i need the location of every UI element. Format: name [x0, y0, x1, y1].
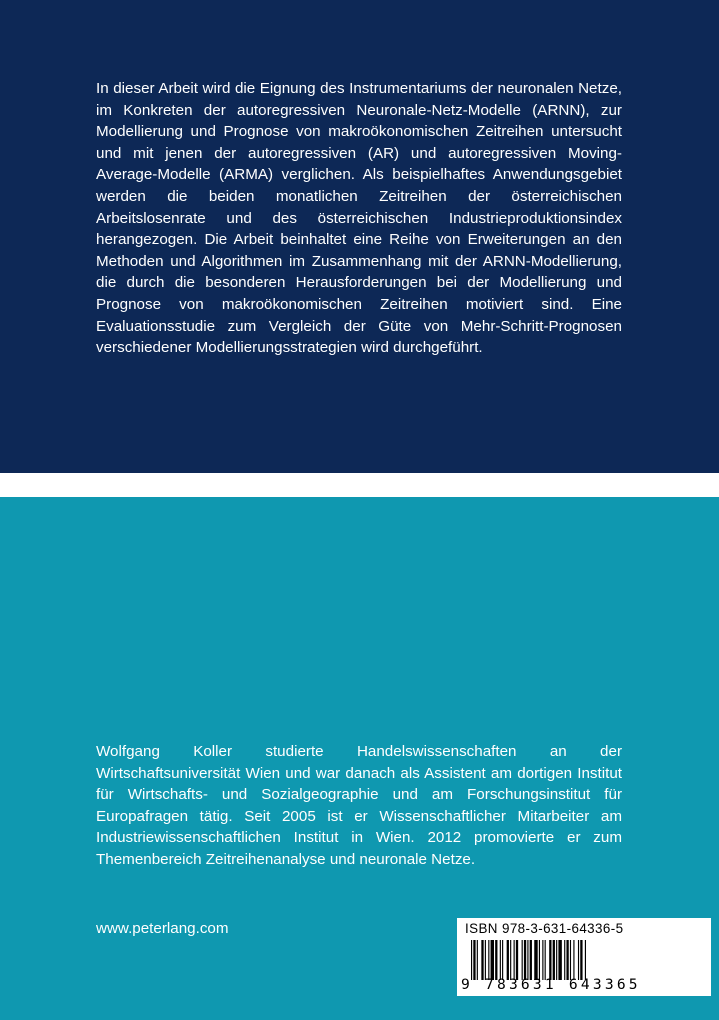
- barcode-bar: [491, 940, 494, 980]
- barcode-bar: [488, 940, 489, 980]
- barcode-bar: [534, 940, 537, 980]
- barcode-bar: [573, 940, 574, 980]
- barcode-digits: 9 783631 643365: [461, 976, 641, 993]
- barcode-bar: [530, 940, 532, 980]
- barcode-bar: [556, 940, 557, 980]
- barcode-bar: [578, 940, 579, 980]
- abstract-panel: [0, 0, 719, 473]
- barcode-bar: [522, 940, 523, 980]
- barcode-bar: [545, 940, 546, 980]
- barcode-bar: [510, 940, 511, 980]
- barcode-bar: [471, 940, 472, 980]
- barcode-bar: [580, 940, 582, 980]
- isbn-label: ISBN 978-3-631-64336-5: [465, 921, 624, 936]
- barcode-bar: [481, 940, 483, 980]
- barcode-bar: [495, 940, 497, 980]
- barcode-bar: [558, 940, 561, 980]
- barcode-bar: [566, 940, 568, 980]
- barcode-bar: [539, 940, 540, 980]
- barcode-bar: [477, 940, 478, 980]
- barcode-bar: [549, 940, 551, 980]
- abstract-text: In dieser Arbeit wird die Eignung des Instrumentariums der neuronalen Netze, im Konkreten der autoregressiven Neuronale-Netz-Modelle (ARNN), zur Modellierung und Prognose von makroökonomischen Zeitreihen untersucht und mit jenen der autoregressiven (AR) und autoregressiven Moving-Average-Modelle (ARMA) verglichen. Als beispielhaftes Anwendungsgebiet werden die beiden monatlichen Zeitreihen der österreichischen Arbeitslosenrate und des österreichischen Industrieproduktionsindex herangezogen. Die Arbeit beinhaltet eine Reihe von Erweiterungen an den Methoden und Algorithmen im Zusammenhang mit der ARNN-Modellierung, die durch die besonderen Herausforderungen bei der Modellierung und Prognose von makroökonomischen Zeitreihen motiviert sind. Eine Evaluationsstudie zum Vergleich der Güte von Mehr-Schritt-Prognosen verschiedener Modellierungsstrategien wird durchgeführt.: [96, 80, 622, 357]
- publisher-website[interactable]: www.peterlang.com: [96, 920, 229, 937]
- barcode-bar: [485, 940, 486, 980]
- barcode-bar: [514, 940, 515, 980]
- isbn-barcode: [457, 918, 711, 996]
- barcode-bar: [585, 940, 586, 980]
- barcode-bar: [516, 940, 518, 980]
- white-separator-band: [0, 473, 719, 497]
- barcode-bar: [502, 940, 503, 980]
- barcode-bar: [564, 940, 565, 980]
- barcode-bar: [500, 940, 501, 980]
- barcode-bar: [542, 940, 543, 980]
- barcode-bar: [507, 940, 509, 980]
- author-bio-text: Wolfgang Koller studierte Handelswissenschaften an der Wirtschaftsuniversität Wien und war danach als Assistent am dortigen Institut für Wirtschafts- und Sozialgeographie und am Forschungsinstitut für Europafragen tätig. Seit 2005 ist er Wissenschaftlicher Mitarbeiter am Industriewissenschaftlichen Institut in Wien. 2012 promovierte er zum Themenbereich Zeitreihenanalyse und neuronale Netze.: [96, 743, 622, 868]
- barcode-bar: [553, 940, 555, 980]
- barcode-bar: [527, 940, 528, 980]
- barcode-bar: [570, 940, 571, 980]
- barcode-bar: [524, 940, 526, 980]
- barcode-bars: [471, 940, 701, 980]
- barcode-bar: [473, 940, 475, 980]
